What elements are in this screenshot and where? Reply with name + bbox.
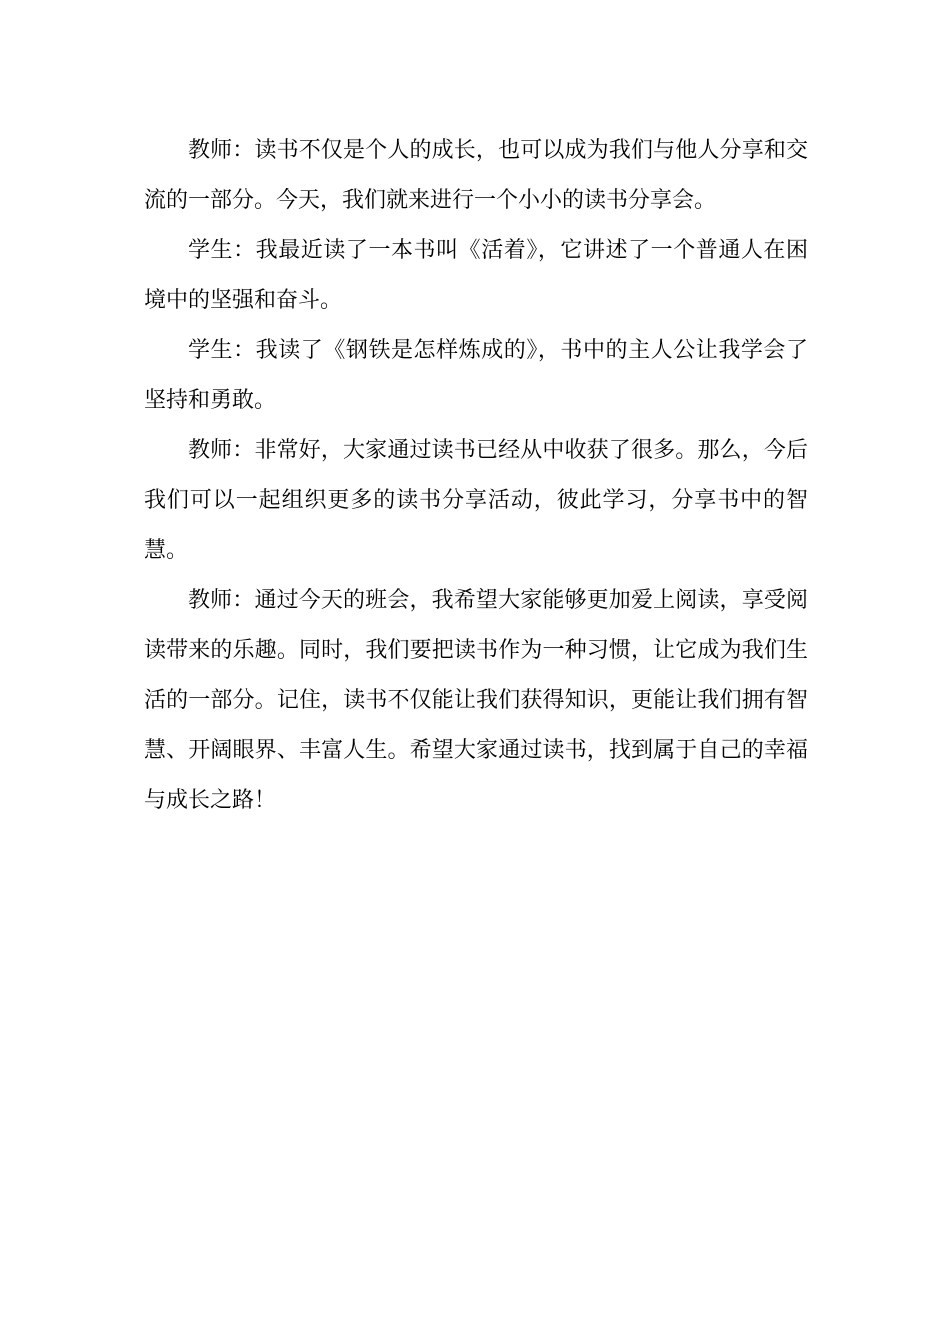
paragraph-student-1: 学生：我最近读了一本书叫《活着》，它讲述了一个普通人在困境中的坚强和奋斗。 (144, 238, 808, 313)
paragraph-teacher-intro: 教师：读书不仅是个人的成长，也可以成为我们与他人分享和交流的一部分。今天，我们就来进行一个小小的读书分享会。 (144, 138, 808, 213)
paragraph-student-2: 学生：我读了《钢铁是怎样炼成的》，书中的主人公让我学会了坚持和勇敢。 (144, 338, 808, 413)
paragraph-teacher-response: 教师：非常好，大家通过读书已经从中收获了很多。那么，今后我们可以一起组织更多的读书分享活动，彼此学习，分享书中的智慧。 (144, 438, 808, 563)
paragraph-teacher-closing: 教师：通过今天的班会，我希望大家能够更加爱上阅读，享受阅读带来的乐趣。同时，我们要把读书作为一种习惯，让它成为我们生活的一部分。记住，读书不仅能让我们获得知识，更能让我们拥有智慧、开阔眼界、丰富人生。希望大家通过读书，找到属于自己的幸福与成长之路！ (144, 588, 808, 813)
document-body (144, 126, 808, 826)
